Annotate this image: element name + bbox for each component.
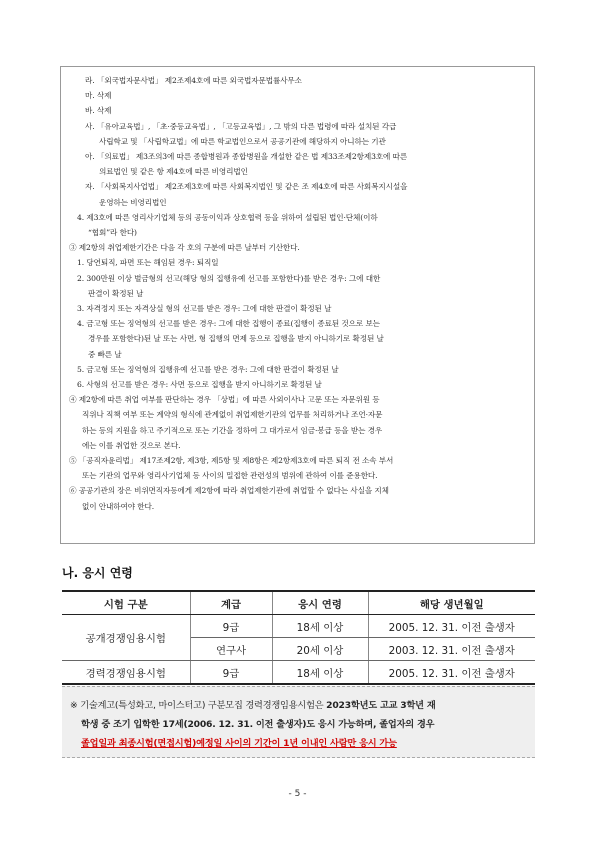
law-text-line: 바. 삭제 [85, 106, 112, 116]
law-text-line: 중 빠른 날 [88, 349, 122, 359]
law-text-line: 하는 등의 지원을 하고 주기적으로 또는 기간을 정하여 그 대가로서 임금·봉급 등을 받는 경우 [82, 425, 383, 435]
table-header-row [62, 591, 535, 615]
note-text-bold: 2023학년도 고교 3학년 재 [326, 700, 436, 711]
law-text-line: ⑥ 공공기관의 장은 비위면직자등에게 제2항에 따라 취업제한기관에 취업할 수 없다는 사실을 지체 [69, 486, 389, 496]
note-line: 학생 중 조기 입학한 17세(2006. 12. 31. 이전 출생자)도 응시 가능하며, 졸업자의 경우 [81, 719, 435, 730]
law-text-line: “협회”라 한다) [88, 228, 137, 238]
section-title: 나. 응시 연령 [62, 566, 133, 580]
birth-cell: 2005. 12. 31. 이전 출생자 [368, 661, 535, 685]
grade-cell: 9급 [190, 615, 272, 638]
grade-cell: 연구사 [190, 638, 272, 661]
law-text-line: 라. 「외국법자문사법」 제2조제4호에 따른 외국법자문법률사무소 [85, 76, 302, 85]
law-text-line: ③ 제2항의 취업제한기간은 다음 각 호의 구분에 따른 날부터 기산한다. [69, 243, 300, 253]
exam-type-cell: 경력경쟁임용시험 [62, 661, 190, 685]
law-text-line: 사립학교 및 「사립학교법」에 따른 학교법인으로서 공공기관에 해당하지 아니하는 기관 [99, 136, 386, 146]
law-text-line: 아. 「의료법」 제3조의3에 따른 종합병원과 종합병원을 개설한 같은 법 제33조제2항제3호에 따른 [85, 152, 408, 162]
age-cell: 18세 이상 [272, 615, 368, 638]
note-text-highlight: 졸업일과 최종시험(면접시험)예정일 사이의 기간이 1년 이내인 사람만 응시 가능 [81, 738, 397, 749]
law-text-line: 경우를 포함한다)된 날 또는 사면, 형 집행의 면제 등으로 집행을 받지 아니하기로 확정된 날 [88, 334, 384, 344]
law-text-line: 6. 사형의 선고를 받은 경우: 사면 등으로 집행을 받지 아니하기로 확정된 날 [77, 380, 322, 390]
page-number: - 5 - [288, 789, 307, 799]
note-text: ※ 기술계고(특성화고, 마이스터고) 구분모집 경력경쟁임용시험은 [70, 700, 327, 711]
law-text-line: 마. 삭제 [85, 91, 112, 101]
law-text-line: 1. 당연퇴직, 파면 또는 해임된 경우: 퇴직일 [77, 258, 219, 268]
law-text-line: 3. 자격정지 또는 자격상실 형의 선고를 받은 경우: 그에 대한 판결이 확정된 날 [77, 304, 332, 314]
law-text-line: ⑤ 「공직자윤리법」 제17조제2항, 제3항, 제5항 및 제8항은 제2항제3호에 따른 퇴직 전 소속 부서 [69, 456, 394, 466]
birth-cell: 2003. 12. 31. 이전 출생자 [368, 638, 535, 661]
note-line [70, 734, 527, 753]
law-text-line: 운영하는 비영리법인 [99, 197, 167, 207]
note-box [62, 686, 535, 758]
birth-cell: 2005. 12. 31. 이전 출생자 [368, 615, 535, 638]
exam-type-cell: 공개경쟁임용시험 [62, 615, 190, 661]
grade-cell: 9급 [190, 661, 272, 685]
table-header: 계급 [190, 591, 272, 615]
law-text-line: 5. 금고형 또는 징역형의 집행유예 선고를 받은 경우: 그에 대한 판결이 확정된 날 [77, 364, 339, 374]
age-requirement-table [62, 590, 535, 685]
note-line [70, 696, 527, 715]
law-text-line: 4. 금고형 또는 징역형의 선고를 받은 경우: 그에 대한 집행이 종료(집행이 종료된 것으로 보는 [77, 319, 380, 329]
law-text-line: 의료법인 및 같은 항 제4호에 따른 비영리법인 [99, 167, 248, 177]
law-text-line: 4. 제3호에 따른 영리사기업체 등의 공동이익과 상호협력 등을 위하여 설립된 법인·단체(이하 [77, 212, 378, 222]
table-header: 시험 구분 [62, 591, 190, 615]
law-text-line: 사. 「유아교육법」, 「초·중등교육법」, 「고등교육법」, 그 밖의 다른 법령에 따라 설치된 각급 [85, 121, 397, 131]
law-text-line: 없이 안내하여야 한다. [82, 501, 155, 511]
law-text-line: 에는 이를 취업한 것으로 본다. [82, 440, 181, 450]
law-text-line: 직위나 직책 여부 또는 계약의 형식에 관계없이 취업제한기관의 업무를 처리하거나 조언·자문 [82, 410, 383, 420]
age-cell: 20세 이상 [272, 638, 368, 661]
law-text-line: 자. 「사회복지사업법」 제2조제3호에 따른 사회복지법인 및 같은 조 제4호에 따른 사회복지시설을 [85, 182, 408, 192]
law-text-line: ④ 제2항에 따른 취업 여부를 판단하는 경우 「상법」에 따른 사외이사나 고문 또는 자문위원 등 [69, 395, 380, 405]
law-text-line: 2. 300만원 이상 벌금형의 선고(해당 형의 집행유예 선고를 포함한다)를 받은 경우: 그에 대한 [77, 273, 381, 283]
law-text-line: 또는 기관의 업무와 영리사기업체 등 사이의 밀접한 관련성의 범위에 관하여 이를 준용한다. [82, 471, 378, 481]
law-text-line: 판결이 확정된 날 [88, 288, 144, 298]
table-header: 응시 연령 [272, 591, 368, 615]
table-header: 해당 생년월일 [368, 591, 535, 615]
age-cell: 18세 이상 [272, 661, 368, 685]
table-row [62, 615, 535, 638]
table-row [62, 661, 535, 685]
law-excerpt-box [60, 66, 535, 544]
